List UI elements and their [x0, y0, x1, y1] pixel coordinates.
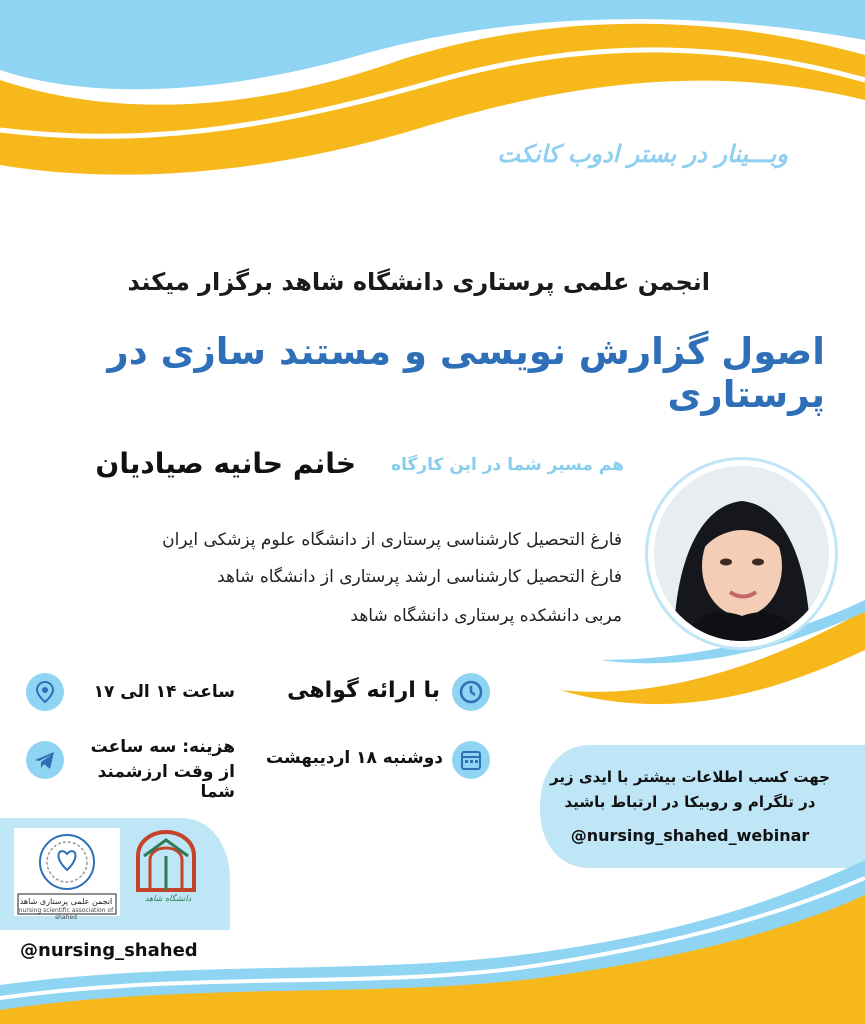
event-fee-note: از وقت ارزشمند شما — [97, 762, 235, 802]
footer-handle[interactable]: @nursing_shahed — [20, 940, 198, 961]
speaker-name: خانم حانیه صیادیان — [95, 447, 356, 480]
clock-icon — [452, 673, 490, 711]
speaker-bio-line: فارغ التحصیل کارشناسی پرستاری از دانشگاه علوم پزشکی ایران — [162, 530, 622, 550]
contact-handle[interactable]: @nursing_shahed_webinar — [570, 826, 810, 845]
organizer-line: انجمن علمی پرستاری دانشگاه شاهد برگزار میکند — [127, 268, 710, 296]
contact-info-line: در تلگرام و روبیکا در ارتباط باشید — [564, 793, 816, 811]
speaker-bio-line: فارغ التحصیل کارشناسی ارشد پرستاری از دانشگاه شاهد — [217, 567, 622, 587]
university-caption: دانشگاه شاهد — [144, 894, 192, 903]
speaker-portrait — [648, 460, 835, 647]
speaker-portrait-illustration — [654, 466, 829, 641]
event-title: اصول گزارش نویسی و مستند سازی در پرستاری — [107, 330, 825, 416]
calendar-icon — [452, 741, 490, 779]
association-caption-en: nursing scientific association of shahed — [18, 907, 114, 921]
shahed-university-logo — [130, 826, 202, 898]
contact-info-line: جهت کسب اطلاعات بیشتر با ایدی زیر — [550, 768, 830, 786]
certificate-note: با ارائه گواهی — [287, 678, 440, 703]
webinar-platform-tag: وبـــینار در بستر ادوب کانکت — [497, 140, 788, 168]
event-fee: هزینه: سه ساعت — [90, 737, 235, 757]
speaker-bio-line: مربی دانشکده پرستاری دانشگاه شاهد — [350, 606, 622, 626]
location-icon — [26, 673, 64, 711]
event-time: ساعت ۱۴ الی ۱۷ — [93, 682, 235, 702]
association-caption: انجمن علمی پرستاری شاهد — [19, 897, 113, 906]
telegram-icon — [26, 741, 64, 779]
event-date: دوشنبه ۱۸ اردیبهشت — [266, 748, 443, 768]
companion-label: هم مسیر شما در این کارگاه — [391, 455, 624, 475]
